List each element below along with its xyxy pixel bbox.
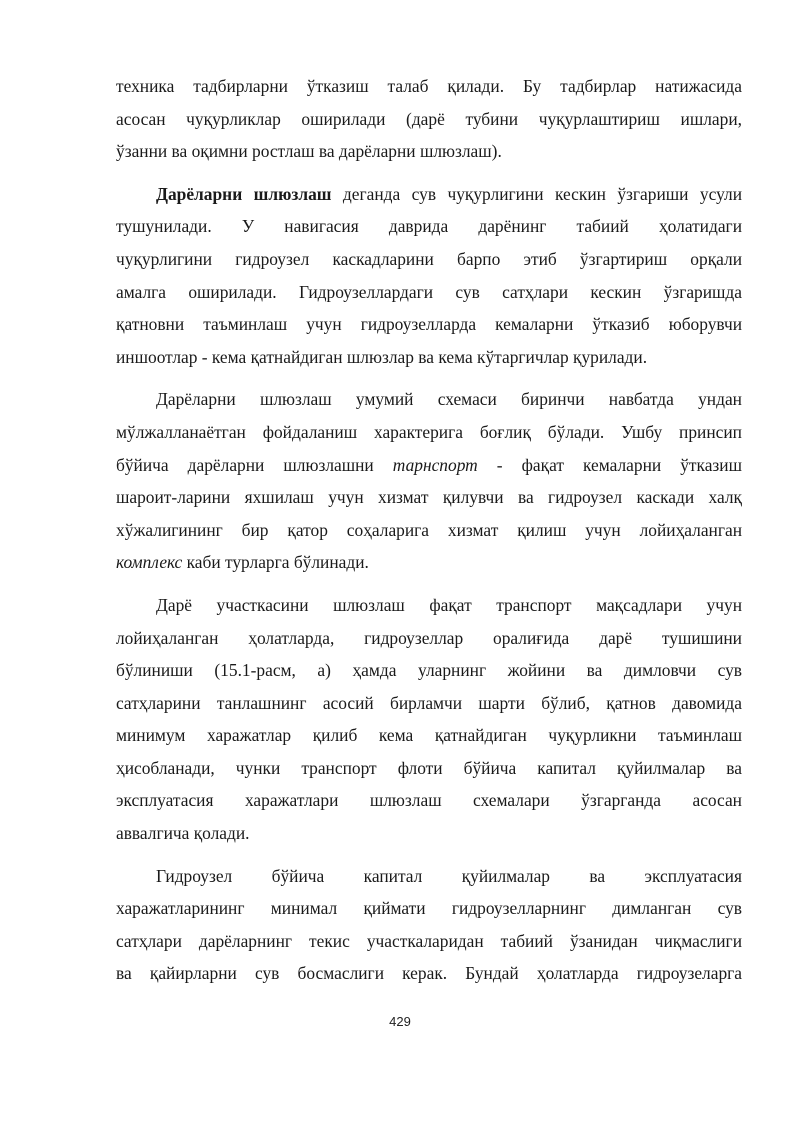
text-line: бўлиниши (15.1-расм, а) ҳамда уларнинг жойини ва димловчи сув bbox=[116, 660, 742, 681]
text-line: Дарё участкасини шлюзлаш фақат транспорт мақсадлари учун bbox=[156, 594, 742, 615]
text-line: техника тадбирларни ўтказиш талаб қилади. Бу тадбирлар натижасида bbox=[116, 76, 742, 96]
text-line: харажатларининг минимал қиймати гидроузелларнинг димланган сув bbox=[116, 898, 742, 919]
text-line: шароит-ларини яхшилаш учун хизмат қилувчи ва гидроузел каскади халқ bbox=[116, 487, 742, 508]
text-line: лойиҳаланган ҳолатларда, гидроузеллар оралиғида дарё тушишини bbox=[116, 627, 742, 648]
italic-term: комплекс bbox=[116, 552, 183, 573]
paragraph-4 bbox=[116, 589, 742, 850]
text-line: ўзанни ва оқимни ростлаш ва дарёларни шлюзлаш). bbox=[116, 141, 502, 162]
text-line: хўжалигининг бир қатор соҳаларига хизмат қилиш учун лойиҳаланган bbox=[116, 519, 742, 540]
page-number: 429 bbox=[389, 1014, 411, 1029]
text-fragment: бўйича дарёларни шлюзлашни bbox=[116, 454, 393, 475]
text-line: сатҳларини танлашнинг асосий бирламчи шарти бўлиб, қатнов давомида bbox=[116, 692, 742, 713]
text-fragment: - фақат кемаларни ўтказиш bbox=[477, 454, 742, 475]
text-line: асосан чуқурликлар оширилади (дарё тубини чуқурлаштириш ишлари, bbox=[116, 108, 742, 129]
text-line: Гидроузел бўйича капитал қуйилмалар ва эксплуатасия bbox=[156, 865, 742, 886]
text-line: қатновни таъминлаш учун гидроузелларда кемаларни ўтказиб юборувчи bbox=[116, 314, 742, 335]
italic-term: тарнспорт bbox=[392, 454, 478, 475]
paragraph-1 bbox=[116, 70, 742, 168]
text-line: ва қайирларни сув босмаслиги керак. Бундай ҳолатларда гидроузеларга bbox=[116, 963, 742, 984]
text-line: чуқурлигини гидроузел каскадларини барпо этиб ўзгартириш орқали bbox=[116, 248, 742, 269]
text-line: сатҳлари дарёларнинг текис участкаларидан табиий ўзанидан чиқмаслиги bbox=[116, 930, 742, 951]
text-line: минимум харажатлар қилиб кема қатнайдиган чуқурликни таъминлаш bbox=[116, 725, 742, 746]
text-line: тушунилади. У навигасия даврида дарёнинг табиий ҳолатидаги bbox=[116, 216, 742, 237]
paragraph-3 bbox=[116, 383, 742, 579]
text-fragment: деганда сув чуқурлигини кескин ўзгариши усули bbox=[331, 183, 742, 204]
text-line: аввалгича қолади. bbox=[116, 823, 250, 844]
paragraph-2 bbox=[116, 178, 742, 374]
text-line bbox=[116, 178, 742, 211]
text-line bbox=[116, 449, 742, 482]
text-line: иншоотлар - кема қатнайдиган шлюзлар ва кема кўтаргичлар қурилади. bbox=[116, 346, 648, 367]
text-line: мўлжалланаётган фойдаланиш характерига боғлиқ бўлади. Ушбу принсип bbox=[116, 421, 742, 442]
text-line: амалга оширилади. Гидроузеллардаги сув сатҳлари кескин ўзгаришда bbox=[116, 281, 742, 302]
text-fragment: каби турларга бўлинади. bbox=[182, 552, 369, 573]
text-line: эксплуатасия харажатлари шлюзлаш схемалари ўзгарганда асосан bbox=[116, 790, 742, 811]
text-line bbox=[116, 546, 742, 579]
paragraph-5 bbox=[116, 860, 742, 990]
bold-term: Дарёларни шлюзлаш bbox=[156, 183, 332, 204]
text-line: ҳисобланади, чунки транспорт флоти бўйича капитал қуйилмалар ва bbox=[116, 757, 742, 778]
document-page bbox=[116, 70, 742, 1000]
text-line: Дарёларни шлюзлаш умумий схемаси биринчи навбатда ундан bbox=[156, 389, 742, 410]
